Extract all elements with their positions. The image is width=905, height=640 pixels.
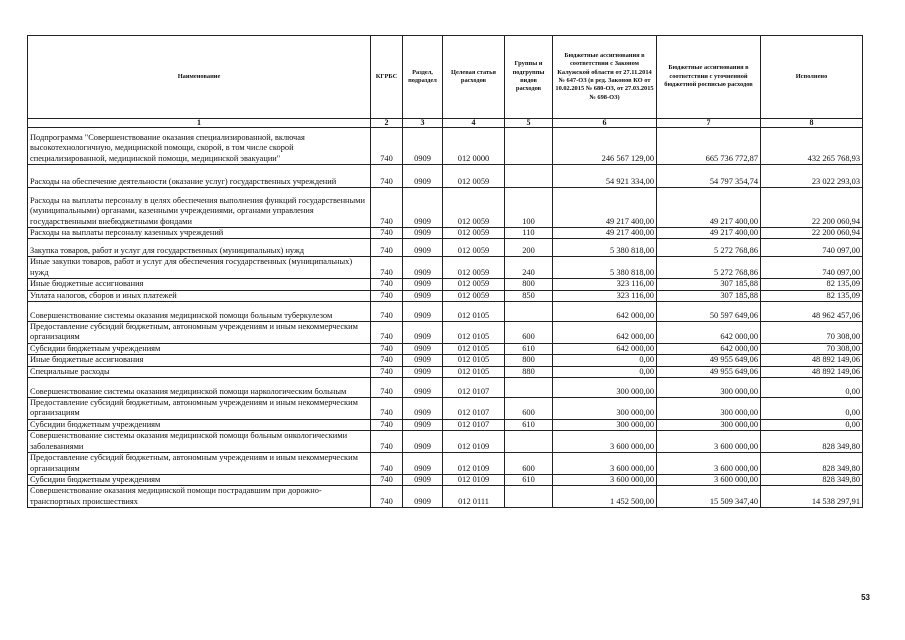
row-expense-group: 610 (505, 343, 553, 354)
column-number: 5 (505, 119, 553, 128)
row-law-allocation: 1 452 500,00 (553, 486, 657, 508)
row-law-allocation: 642 000,00 (553, 343, 657, 354)
row-executed: 0,00 (761, 378, 863, 398)
row-law-allocation: 300 000,00 (553, 378, 657, 398)
row-revised-allocation: 300 000,00 (657, 398, 761, 420)
column-number: 3 (403, 119, 443, 128)
row-target-article: 012 0109 (443, 474, 505, 485)
table-row (28, 257, 863, 279)
row-law-allocation: 246 567 129,00 (553, 128, 657, 165)
row-revised-allocation: 642 000,00 (657, 343, 761, 354)
row-revised-allocation: 300 000,00 (657, 419, 761, 430)
table-row (28, 419, 863, 430)
row-revised-allocation: 49 217 400,00 (657, 188, 761, 228)
row-executed: 48 892 149,06 (761, 355, 863, 366)
row-kgrbs: 740 (371, 398, 403, 420)
row-kgrbs: 740 (371, 257, 403, 279)
row-target-article: 012 0107 (443, 398, 505, 420)
row-target-article: 012 0059 (443, 239, 505, 257)
row-law-allocation: 642 000,00 (553, 302, 657, 322)
row-section: 0909 (403, 343, 443, 354)
row-law-allocation: 300 000,00 (553, 419, 657, 430)
column-number: 4 (443, 119, 505, 128)
row-expense-group: 800 (505, 279, 553, 290)
row-revised-allocation: 5 272 768,86 (657, 257, 761, 279)
table-row (28, 474, 863, 485)
column-number: 7 (657, 119, 761, 128)
row-kgrbs: 740 (371, 279, 403, 290)
row-name: Предоставление субсидий бюджетным, автономным учреждениям и иным некоммерческим организациям (28, 453, 371, 475)
header-law-allocations: Бюджетные ассигнования в соответствии с Законом Калужской области от 27.11.2014 № 647-ОЗ (в ред. Законов КО от 10.02.2015 № 680-ОЗ, от 27.03.2015 № 698-ОЗ) (553, 36, 657, 119)
row-kgrbs: 740 (371, 228, 403, 239)
row-revised-allocation: 15 509 347,40 (657, 486, 761, 508)
row-name: Совершенствование системы оказания медицинской помощи наркологическим больным (28, 378, 371, 398)
row-kgrbs: 740 (371, 366, 403, 377)
row-expense-group: 200 (505, 239, 553, 257)
table-row (28, 165, 863, 188)
row-target-article: 012 0105 (443, 322, 505, 344)
row-section: 0909 (403, 486, 443, 508)
table-row (28, 239, 863, 257)
row-law-allocation: 49 217 400,00 (553, 188, 657, 228)
row-target-article: 012 0000 (443, 128, 505, 165)
row-name: Совершенствование системы оказания медицинской помощи больным туберкулезом (28, 302, 371, 322)
row-target-article: 012 0059 (443, 290, 505, 301)
header-group: Группы и подгруппы видов расходов (505, 36, 553, 119)
row-target-article: 012 0105 (443, 366, 505, 377)
row-revised-allocation: 3 600 000,00 (657, 453, 761, 475)
row-expense-group: 880 (505, 366, 553, 377)
row-kgrbs: 740 (371, 128, 403, 165)
row-target-article: 012 0105 (443, 302, 505, 322)
header-executed: Исполнено (761, 36, 863, 119)
row-name: Субсидии бюджетным учреждениям (28, 343, 371, 354)
table-row (28, 322, 863, 344)
row-target-article: 012 0059 (443, 257, 505, 279)
row-section: 0909 (403, 302, 443, 322)
row-revised-allocation: 54 797 354,74 (657, 165, 761, 188)
row-section: 0909 (403, 290, 443, 301)
row-revised-allocation: 665 736 772,87 (657, 128, 761, 165)
row-kgrbs: 740 (371, 474, 403, 485)
row-executed: 0,00 (761, 419, 863, 430)
row-executed: 82 135,09 (761, 279, 863, 290)
row-name: Специальные расходы (28, 366, 371, 377)
row-kgrbs: 740 (371, 431, 403, 453)
column-number: 1 (28, 119, 371, 128)
row-executed: 48 962 457,06 (761, 302, 863, 322)
row-kgrbs: 740 (371, 165, 403, 188)
row-target-article: 012 0059 (443, 228, 505, 239)
column-number: 8 (761, 119, 863, 128)
row-revised-allocation: 49 955 649,06 (657, 366, 761, 377)
row-section: 0909 (403, 322, 443, 344)
row-name: Субсидии бюджетным учреждениям (28, 419, 371, 430)
column-number: 2 (371, 119, 403, 128)
row-section: 0909 (403, 188, 443, 228)
row-expense-group (505, 302, 553, 322)
page-number: 53 (861, 593, 870, 602)
table-row (28, 366, 863, 377)
row-section: 0909 (403, 228, 443, 239)
row-target-article: 012 0105 (443, 343, 505, 354)
row-name: Закупка товаров, работ и услуг для государственных (муниципальных) нужд (28, 239, 371, 257)
row-law-allocation: 0,00 (553, 355, 657, 366)
row-revised-allocation: 300 000,00 (657, 378, 761, 398)
row-target-article: 012 0107 (443, 419, 505, 430)
row-executed: 22 200 060,94 (761, 188, 863, 228)
row-expense-group (505, 165, 553, 188)
row-expense-group: 110 (505, 228, 553, 239)
row-name: Расходы на выплаты персоналу казенных учреждений (28, 228, 371, 239)
row-law-allocation: 5 380 818,00 (553, 239, 657, 257)
row-section: 0909 (403, 165, 443, 188)
row-law-allocation: 49 217 400,00 (553, 228, 657, 239)
row-expense-group: 240 (505, 257, 553, 279)
table-row (28, 431, 863, 453)
row-executed: 22 200 060,94 (761, 228, 863, 239)
table-row (28, 302, 863, 322)
row-section: 0909 (403, 257, 443, 279)
row-section: 0909 (403, 355, 443, 366)
table-row (28, 228, 863, 239)
row-expense-group: 600 (505, 398, 553, 420)
row-law-allocation: 5 380 818,00 (553, 257, 657, 279)
row-executed: 432 265 768,93 (761, 128, 863, 165)
row-section: 0909 (403, 431, 443, 453)
row-name: Предоставление субсидий бюджетным, автономным учреждениям и иным некоммерческим организациям (28, 322, 371, 344)
row-name: Иные закупки товаров, работ и услуг для обеспечения государственных (муниципальных) нужд (28, 257, 371, 279)
row-name: Расходы на выплаты персоналу в целях обеспечения выполнения функций государственными (муниципальными) органами, казенными учреждениями, органами управления государственными внебюджетными фондами (28, 188, 371, 228)
row-section: 0909 (403, 474, 443, 485)
row-law-allocation: 323 116,00 (553, 290, 657, 301)
row-expense-group: 610 (505, 474, 553, 485)
header-revised-allocations: Бюджетные ассигнования в соответствии с уточненной бюджетной росписью расходов (657, 36, 761, 119)
row-target-article: 012 0107 (443, 378, 505, 398)
table-row (28, 355, 863, 366)
budget-table (27, 35, 863, 508)
row-executed: 23 022 293,03 (761, 165, 863, 188)
row-executed: 70 308,00 (761, 322, 863, 344)
row-kgrbs: 740 (371, 378, 403, 398)
row-law-allocation: 3 600 000,00 (553, 431, 657, 453)
row-expense-group: 850 (505, 290, 553, 301)
header-section: Раздел, подраздел (403, 36, 443, 119)
row-kgrbs: 740 (371, 302, 403, 322)
row-section: 0909 (403, 398, 443, 420)
row-law-allocation: 3 600 000,00 (553, 474, 657, 485)
table-row (28, 188, 863, 228)
row-revised-allocation: 307 185,88 (657, 279, 761, 290)
row-expense-group: 610 (505, 419, 553, 430)
row-target-article: 012 0111 (443, 486, 505, 508)
row-section: 0909 (403, 279, 443, 290)
row-section: 0909 (403, 366, 443, 377)
row-name: Уплата налогов, сборов и иных платежей (28, 290, 371, 301)
row-expense-group: 600 (505, 453, 553, 475)
row-executed: 740 097,00 (761, 257, 863, 279)
table-row (28, 453, 863, 475)
row-name: Иные бюджетные ассигнования (28, 355, 371, 366)
row-target-article: 012 0059 (443, 279, 505, 290)
row-name: Субсидии бюджетным учреждениям (28, 474, 371, 485)
row-revised-allocation: 307 185,88 (657, 290, 761, 301)
row-revised-allocation: 49 217 400,00 (657, 228, 761, 239)
header-row (28, 36, 863, 119)
row-executed: 740 097,00 (761, 239, 863, 257)
table-row (28, 290, 863, 301)
row-revised-allocation: 49 955 649,06 (657, 355, 761, 366)
row-target-article: 012 0109 (443, 453, 505, 475)
row-revised-allocation: 642 000,00 (657, 322, 761, 344)
row-expense-group (505, 378, 553, 398)
row-kgrbs: 740 (371, 355, 403, 366)
row-law-allocation: 323 116,00 (553, 279, 657, 290)
row-expense-group (505, 486, 553, 508)
row-target-article: 012 0059 (443, 188, 505, 228)
row-law-allocation: 642 000,00 (553, 322, 657, 344)
row-law-allocation: 300 000,00 (553, 398, 657, 420)
column-number-row (28, 119, 863, 128)
header-name: Наименование (28, 36, 371, 119)
row-name: Иные бюджетные ассигнования (28, 279, 371, 290)
row-expense-group (505, 128, 553, 165)
row-expense-group: 800 (505, 355, 553, 366)
table-row (28, 343, 863, 354)
row-expense-group (505, 431, 553, 453)
row-expense-group: 600 (505, 322, 553, 344)
row-section: 0909 (403, 378, 443, 398)
row-revised-allocation: 5 272 768,86 (657, 239, 761, 257)
row-executed: 0,00 (761, 398, 863, 420)
row-kgrbs: 740 (371, 322, 403, 344)
row-target-article: 012 0059 (443, 165, 505, 188)
row-section: 0909 (403, 419, 443, 430)
row-executed: 828 349,80 (761, 474, 863, 485)
row-kgrbs: 740 (371, 239, 403, 257)
row-expense-group: 100 (505, 188, 553, 228)
table-row (28, 486, 863, 508)
row-section: 0909 (403, 453, 443, 475)
row-executed: 14 538 297,91 (761, 486, 863, 508)
row-executed: 48 892 149,06 (761, 366, 863, 377)
table-row (28, 398, 863, 420)
row-revised-allocation: 3 600 000,00 (657, 474, 761, 485)
row-name: Подпрограмма "Совершенствование оказания специализированной, включая высокотехнологичную, медицинской помощи, скорой, в том числе скорой специализированной, медицинской помощи, медицинской эвакуации" (28, 128, 371, 165)
table-row (28, 378, 863, 398)
row-executed: 70 308,00 (761, 343, 863, 354)
row-name: Предоставление субсидий бюджетным, автономным учреждениям и иным некоммерческим организациям (28, 398, 371, 420)
header-target: Целевая статья расходов (443, 36, 505, 119)
row-name: Совершенствование оказания медицинской помощи пострадавшим при дорожно-транспортных происшествиях (28, 486, 371, 508)
row-executed: 828 349,80 (761, 431, 863, 453)
table-body (28, 128, 863, 508)
row-executed: 82 135,09 (761, 290, 863, 301)
table-row (28, 128, 863, 165)
row-law-allocation: 0,00 (553, 366, 657, 377)
row-kgrbs: 740 (371, 188, 403, 228)
row-law-allocation: 54 921 334,00 (553, 165, 657, 188)
row-section: 0909 (403, 239, 443, 257)
row-kgrbs: 740 (371, 419, 403, 430)
row-kgrbs: 740 (371, 453, 403, 475)
row-name: Совершенствование системы оказания медицинской помощи больным онкологическими заболеваниями (28, 431, 371, 453)
row-name: Расходы на обеспечение деятельности (оказание услуг) государственных учреждений (28, 165, 371, 188)
header-kgrbs: КГРБС (371, 36, 403, 119)
row-target-article: 012 0105 (443, 355, 505, 366)
row-kgrbs: 740 (371, 343, 403, 354)
row-section: 0909 (403, 128, 443, 165)
row-revised-allocation: 50 597 649,06 (657, 302, 761, 322)
row-revised-allocation: 3 600 000,00 (657, 431, 761, 453)
row-target-article: 012 0109 (443, 431, 505, 453)
column-number: 6 (553, 119, 657, 128)
row-kgrbs: 740 (371, 290, 403, 301)
row-law-allocation: 3 600 000,00 (553, 453, 657, 475)
row-executed: 828 349,80 (761, 453, 863, 475)
row-kgrbs: 740 (371, 486, 403, 508)
table-row (28, 279, 863, 290)
